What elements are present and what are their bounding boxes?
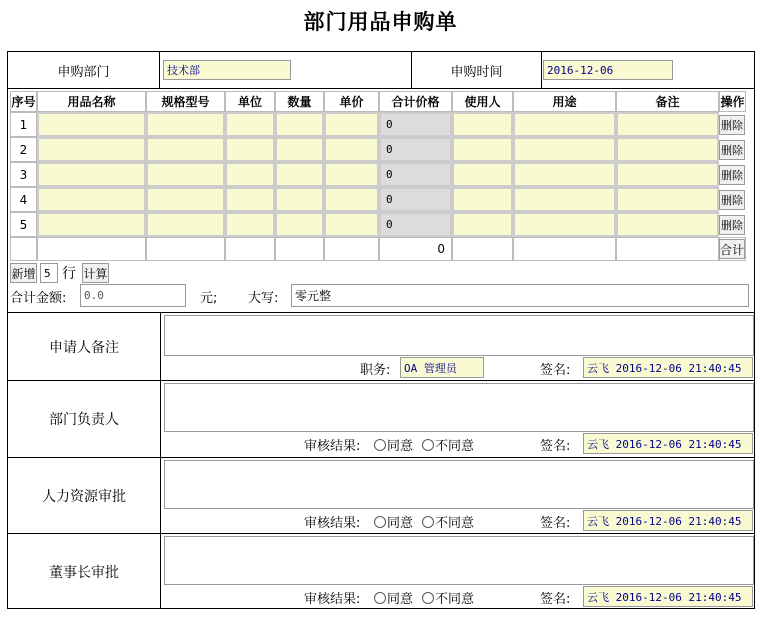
spec-input[interactable] [146, 162, 225, 187]
chairman-approval-textarea[interactable] [164, 536, 754, 585]
purpose-input[interactable] [513, 112, 616, 137]
delete-button[interactable]: 删除 [719, 140, 745, 160]
price-input[interactable] [324, 137, 379, 162]
radio-circle-icon [422, 592, 434, 604]
hr-approval-title: 人力资源审批 [8, 458, 161, 533]
purpose-input[interactable] [513, 162, 616, 187]
price-input[interactable] [324, 162, 379, 187]
purpose-input[interactable] [513, 137, 616, 162]
unit-input[interactable] [225, 112, 275, 137]
user-input[interactable] [452, 137, 513, 162]
total-price-field: 0 [379, 162, 452, 187]
remark-input[interactable] [616, 187, 719, 212]
row-number: 2 [10, 137, 37, 162]
unit-input[interactable] [225, 212, 275, 237]
price-input[interactable] [324, 112, 379, 137]
yuan-label: 元; [200, 291, 218, 306]
total-price-field: 0 [379, 212, 452, 237]
user-input[interactable] [452, 187, 513, 212]
sign-input[interactable]: 云飞 2016-12-06 21:40:45 [583, 357, 753, 378]
remark-input[interactable] [616, 112, 719, 137]
total-price-field: 0 [379, 187, 452, 212]
item-name-input[interactable] [37, 212, 146, 237]
spec-input[interactable] [146, 112, 225, 137]
sum-total-value: 0 [379, 237, 452, 261]
position-label: 职务: [360, 363, 391, 378]
disagree-radio[interactable]: 不同意 [422, 435, 474, 454]
col-header-spec: 规格型号 [146, 91, 225, 112]
qty-input[interactable] [275, 212, 324, 237]
radio-circle-icon [422, 439, 434, 451]
unit-input[interactable] [225, 187, 275, 212]
dept-label: 申购部门 [8, 52, 160, 89]
amount-input[interactable]: 0.0 [80, 284, 186, 307]
item-name-input[interactable] [37, 112, 146, 137]
hr-approval-section [8, 457, 754, 533]
caps-label: 大写: [248, 291, 279, 306]
row-unit-label: 行 [62, 266, 76, 282]
col-header-remark: 备注 [616, 91, 719, 112]
total-price-field: 0 [379, 112, 452, 137]
purchase-form [7, 51, 755, 609]
spec-input[interactable] [146, 137, 225, 162]
sign-input[interactable]: 云飞 2016-12-06 21:40:45 [583, 433, 753, 454]
sum-button[interactable]: 合计 [719, 239, 745, 259]
chairman-approval-section [8, 533, 754, 609]
col-header-price: 单价 [324, 91, 379, 112]
delete-button[interactable]: 删除 [719, 190, 745, 210]
agree-radio[interactable]: 同意 [374, 435, 413, 454]
purpose-input[interactable] [513, 212, 616, 237]
sign-input[interactable]: 云飞 2016-12-06 21:40:45 [583, 586, 753, 607]
price-input[interactable] [324, 187, 379, 212]
col-header-unit: 单位 [225, 91, 275, 112]
item-name-input[interactable] [37, 162, 146, 187]
col-header-user: 使用人 [452, 91, 513, 112]
qty-input[interactable] [275, 112, 324, 137]
col-header-no: 序号 [10, 91, 37, 112]
calculate-button[interactable]: 计算 [82, 263, 109, 283]
chairman-approval-title: 董事长审批 [8, 534, 161, 609]
page-title: 部门用品申购单 [303, 10, 458, 34]
disagree-radio[interactable]: 不同意 [422, 512, 474, 531]
user-input[interactable] [452, 112, 513, 137]
dept-head-textarea[interactable] [164, 383, 754, 432]
col-header-purpose: 用途 [513, 91, 616, 112]
result-label: 审核结果: [304, 439, 361, 454]
qty-input[interactable] [275, 187, 324, 212]
row-number: 3 [10, 162, 37, 187]
sign-input[interactable]: 云飞 2016-12-06 21:40:45 [583, 510, 753, 531]
user-input[interactable] [452, 162, 513, 187]
dept-head-section [8, 380, 754, 457]
amount-label: 合计金额: [10, 291, 67, 306]
delete-button[interactable]: 删除 [719, 165, 745, 185]
user-input[interactable] [452, 212, 513, 237]
row-count-input[interactable]: 5 [40, 263, 58, 283]
col-header-qty: 数量 [275, 91, 324, 112]
sign-label: 签名: [540, 592, 571, 607]
time-label: 申购时间 [412, 52, 542, 89]
remark-input[interactable] [616, 212, 719, 237]
dept-head-title: 部门负责人 [8, 381, 161, 457]
form-header [8, 52, 754, 89]
spec-input[interactable] [146, 212, 225, 237]
applicant-remark-textarea[interactable] [164, 315, 754, 356]
result-label: 审核结果: [304, 592, 361, 607]
position-input[interactable]: OA 管理员 [400, 357, 484, 378]
total-amount-row [10, 284, 754, 308]
radio-circle-icon [374, 516, 386, 528]
unit-input[interactable] [225, 137, 275, 162]
item-name-input[interactable] [37, 137, 146, 162]
remark-input[interactable] [616, 137, 719, 162]
radio-circle-icon [374, 592, 386, 604]
remark-input[interactable] [616, 162, 719, 187]
disagree-radio[interactable]: 不同意 [422, 588, 474, 607]
purpose-input[interactable] [513, 187, 616, 212]
radio-circle-icon [374, 439, 386, 451]
time-input[interactable]: 2016-12-06 [543, 60, 673, 80]
sign-label: 签名: [540, 439, 571, 454]
add-row-button[interactable]: 新增 [10, 263, 37, 283]
caps-amount-input[interactable]: 零元整 [291, 284, 749, 307]
applicant-remark-section [8, 312, 754, 380]
item-name-input[interactable] [37, 187, 146, 212]
sign-label: 签名: [540, 363, 571, 378]
price-input[interactable] [324, 212, 379, 237]
unit-input[interactable] [225, 162, 275, 187]
radio-circle-icon [422, 516, 434, 528]
result-label: 审核结果: [304, 516, 361, 531]
delete-button[interactable]: 删除 [719, 115, 745, 135]
dept-input[interactable]: 技术部 [163, 60, 291, 80]
col-header-total: 合计价格 [379, 91, 452, 112]
spec-input[interactable] [146, 187, 225, 212]
row-number: 5 [10, 212, 37, 237]
applicant-remark-title: 申请人备注 [8, 313, 161, 380]
sign-label: 签名: [540, 516, 571, 531]
col-header-action: 操作 [719, 91, 746, 112]
agree-radio[interactable]: 同意 [374, 512, 413, 531]
qty-input[interactable] [275, 137, 324, 162]
agree-radio[interactable]: 同意 [374, 588, 413, 607]
row-number: 1 [10, 112, 37, 137]
col-header-name: 用品名称 [37, 91, 146, 112]
qty-input[interactable] [275, 162, 324, 187]
total-price-field: 0 [379, 137, 452, 162]
row-number: 4 [10, 187, 37, 212]
delete-button[interactable]: 删除 [719, 215, 745, 235]
hr-approval-textarea[interactable] [164, 460, 754, 509]
